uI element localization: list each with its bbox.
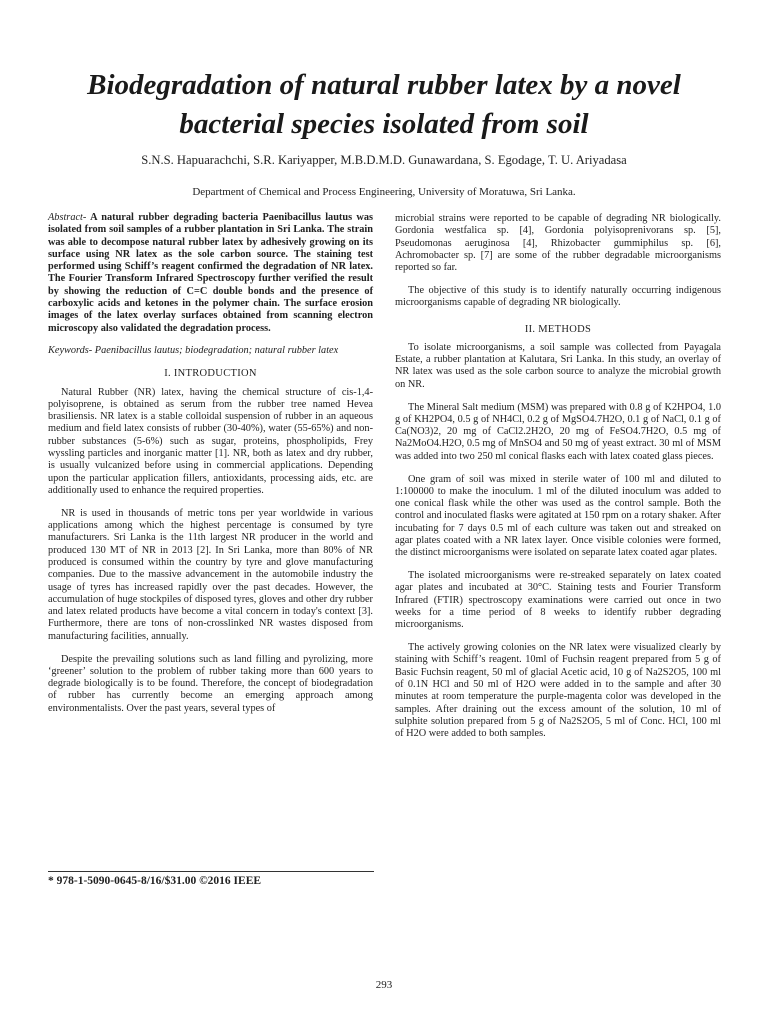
methods-paragraph-5: The actively growing colonies on the NR latex were visualized clearly by staining with Schiff’s reagent. 10ml of Fuchsin reagent prepared from 5 g of Basic Fuchsin reagent, 50 ml of glacial Acetic acid, 10 g of Na2S2O5, 100 ml of 0.1N HCl and 50 ml of H2O were added in to the sample and after 30 minutes at room temperature the purple-magenta color was developed in the samples. After draining out the excess amount of the solution, 10 ml of sulphite solution prepared from 5 g of Na2S2O5, 5 ml of Conc. HCl, 100 ml of H2O were added to both samples.: [395, 642, 721, 740]
author-list: S.N.S. Hapuarachchi, S.R. Kariyapper, M.B.D.M.D. Gunawardana, S. Egodage, T. U. Ariyadasa: [141, 153, 627, 167]
left-column: [48, 212, 373, 725]
methods-paragraph-4: The isolated microorganisms were re-streaked separately on latex coated agar plates and incubated at 30°C. Staining tests and Fourier Transform Infrared (FTIR) spectroscopy examinations were carried out once in two weeks for a time period of 8 weeks to identify rubber degrading microorganisms.: [395, 570, 721, 631]
page-number: 293: [375, 979, 393, 991]
copyright-notice: * 978-1-5090-0645-8/16/$31.00 ©2016 IEEE: [48, 871, 374, 888]
methods-paragraph-2: The Mineral Salt medium (MSM) was prepared with 0.8 g of K2HPO4, 1.0 g of KH2PO4, 0.5 g of NH4Cl, 0.2 g of MgSO4.7H2O, 0.1 g of NaCl, 0.1 g of Ca(NO3)2, 20 mg of CaCl2.2H2O, 20 mg of FeSO4.7H2O, 0.5 mg of Na2MoO4.H2O, 0.5 mg of MnSO4 and 50 mg of yeast extract. 30 ml of MSM was added into two 250 ml conical flasks each with latex coated glass pieces.: [395, 401, 721, 462]
intro-paragraph-2: NR is used in thousands of metric tons per year worldwide in various applications among which the highest percentage is consumed by tyre manufacturers. Sri Lanka is the 11th largest NR producer in the world and produced 130 MT of NR in 2013 [2]. In Sri Lanka, more than 80% of NR produced is consumed within the country by tyre and glove manufacturing companies. Due to the massive advancement in the automobile industry the usage of tyres has increased rapidly over the past decades. However, the accumulation of huge stockpiles of disposed tyres, gloves and other dry rubber and latex related products have become a vital concern in today's context [3]. Furthermore, there are tons of non-crosslinked NR wastes disposed from manufacturing facilities, annually.: [48, 507, 373, 642]
section-heading-introduction: I. INTRODUCTION: [164, 368, 257, 380]
intro-paragraph-4: microbial strains were reported to be capable of degrading NR biologically. Gordonia westfalica sp. [4], Gordonia polyisoprenivorans sp. [5], Pseudomonas aeruginosa [4], Rhizobacter gummiphilus sp. [6], Achromobacter sp. [7] are some of the rubber degradable microorganisms reported so far.: [395, 213, 721, 274]
abstract: [48, 212, 373, 335]
intro-paragraph-3: Despite the prevailing solutions such as land filling and pyrolizing, more ‘greener’ solution to the problem of rubber taking more than 600 years to degrade biologically is to be found. Therefore, the concept of biodegradation of rubber has currently become an emerging approach among environmentalists. Over the past years, several types of: [48, 653, 373, 714]
keywords: Keywords- Paenibacillus lautus; biodegradation; natural rubber latex: [48, 345, 339, 357]
affiliation: Department of Chemical and Process Engineering, University of Moratuwa, Sri Lanka.: [192, 186, 576, 198]
abstract-label: Abstract-: [48, 212, 87, 223]
methods-paragraph-3: One gram of soil was mixed in sterile water of 100 ml and diluted to 1:100000 to make the inoculum. 1 ml of the diluted inoculum was added to one conical flask while the other was used as the control sample. Both the control and inoculated flasks were agitated at 150 rpm on a rotary shaker. After incubating for 7 days 0.5 ml of each culture was taken out and streaked on agar plates coated with a NR latex layer. Once visible colonies were formed, the distinct microorganisms were isolated on separate latex coated agar plates.: [395, 473, 721, 559]
objective-paragraph: The objective of this study is to identify naturally occurring indigenous microorganisms capable of degrading NR biologically.: [395, 284, 721, 309]
section-heading-methods: II. METHODS: [524, 323, 592, 335]
methods-paragraph-1: To isolate microorganisms, a soil sample was collected from Payagala Estate, a rubber plantation at Kalutara, Sri Lanka. In this study, an overlay of NR latex was used as the sole carbon source to analyze the microbial growth on NR.: [395, 341, 721, 390]
intro-paragraph-1: Natural Rubber (NR) latex, having the chemical structure of cis-1,4-polyisoprene, is obtained as serum from the rubber tree named Hevea brasiliensis. NR latex is a stable colloidal suspension of rubber in an aqueous medium and field latex consists of rubber (30-40%), water (55-65%) and non-rubber substances (5-6%) such as sugar, proteins, phospholipids, Frey wyssling particles and inorganic matter [1]. NR, both as latex and dry rubber, is usually vulcanized before using in commercial applications. Depending upon the particular application fillers, antioxidants, processing aids, etc. are additionally used to enhance the required properties.: [48, 386, 373, 496]
right-column: [395, 213, 721, 751]
paper-title: Biodegradation of natural rubber latex by a novel bacterial species isolated from soil: [87, 69, 681, 140]
abstract-text: A natural rubber degrading bacteria Paenibacillus lautus was isolated from soil samples of a rubber plantation in Sri Lanka. The strain was able to decompose natural rubber latex by adhesively growing on its surface using NR latex as the sole carbon source. The staining test performed using Schiff’s reagent confirmed the degradation of NR latex. The Fourier Transform Infrared Spectroscopy further verified the result by showing the reduction of C=C double bonds and the presence of carboxylic acids and ketones in the polymer chain. The surface erosion images of the latex overlay surfaces obtained from scanning electron microscopy also validated the degradation process.: [48, 212, 374, 334]
